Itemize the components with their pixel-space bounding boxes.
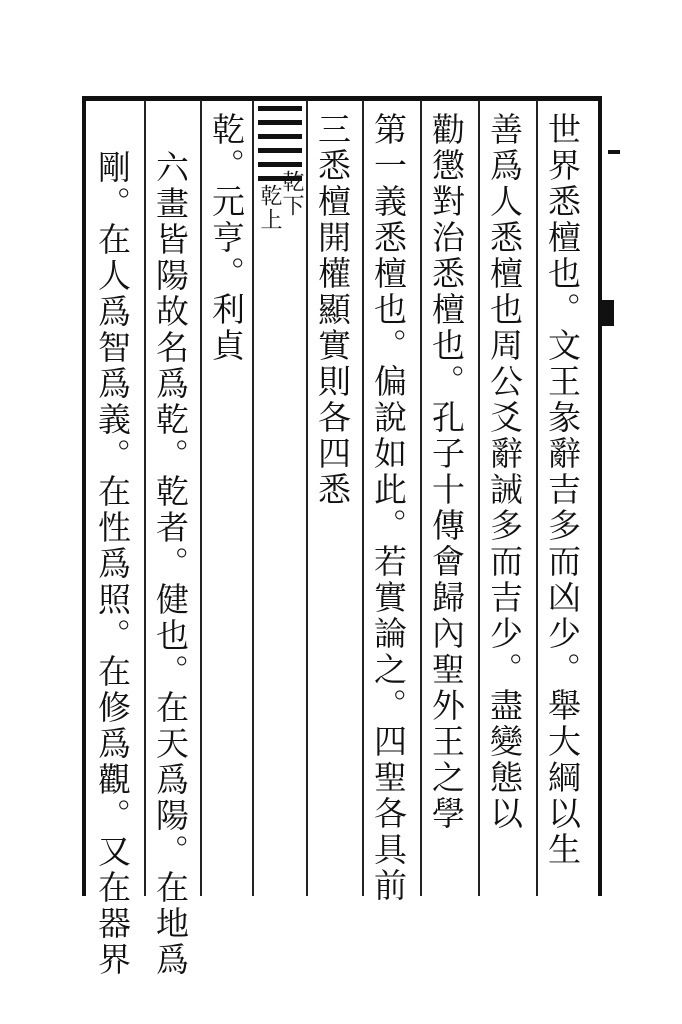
column-rule — [362, 100, 364, 896]
column-rule — [252, 100, 254, 896]
hexagram-upper-label: 乾上 — [257, 184, 282, 232]
text-column-9: 剛。在人爲智爲義。在性爲照。在修爲觀。又在器界 — [93, 150, 132, 978]
column-rule — [306, 100, 308, 896]
text-column-4: 第一義悉檀也。偏說如此。若實論之。四聖各具前 — [369, 112, 408, 904]
text-column-1: 世界悉檀也。文王彖辭吉多而凶少。舉大綱以生 — [543, 112, 582, 868]
frame-right-border — [598, 96, 602, 896]
text-column-2: 善爲人悉檀也周公爻辭誡多而吉少。盡變態以 — [485, 112, 524, 832]
column-rule — [478, 100, 480, 896]
text-column-5: 三悉檀開權顯實則各四悉 — [313, 112, 352, 508]
text-column-3: 勸懲對治悉檀也。孔子十傳會歸內聖外王之學 — [427, 112, 466, 832]
column-rule — [420, 100, 422, 896]
column-rule — [536, 100, 538, 896]
hexagram-lower-label: 乾下 — [279, 170, 304, 218]
fold-mark — [600, 300, 614, 326]
frame-left-border — [82, 96, 86, 896]
text-column-7: 乾。元亨。利貞 — [207, 112, 246, 364]
margin-mark — [608, 150, 620, 154]
frame-top-border — [82, 96, 602, 101]
column-rule — [200, 100, 202, 896]
text-column-8: 六畫皆陽故名爲乾。乾者。健也。在天爲陽。在地爲 — [151, 150, 190, 978]
column-rule — [144, 100, 146, 896]
